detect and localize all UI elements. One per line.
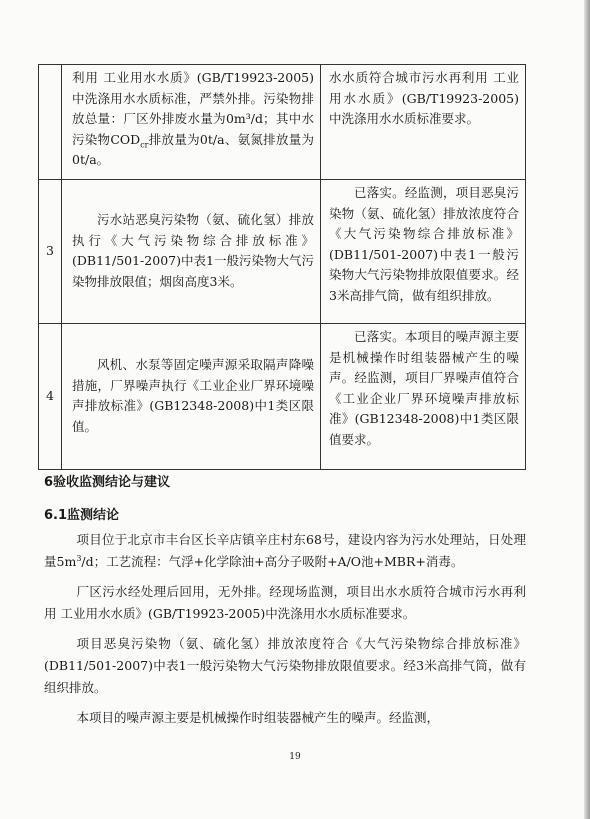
implementation-text: 已落实。本项目的噪声源主要是机械操作时组装器械产生的噪声。经监测，项目厂界噪声值符合《工业企业厂界环境噪声排放标准》(GB12348-2008)中1类区限值要求。: [329, 329, 519, 447]
implementation-cell: [321, 324, 526, 470]
conclusion-body: [44, 529, 526, 729]
implementation-text: 水水质符合城市污水再利用 工业用水水质》(GB/T19923-2005)中洗涤用水水质标准要求。: [329, 70, 519, 126]
page-edge-shadow: [584, 0, 590, 819]
cod-subscript: cr: [140, 140, 149, 149]
paragraph-text: 项目位于北京市丰台区长辛店镇辛庄村东68号，建设内容为污水处理站，日处理量5m: [44, 532, 526, 569]
requirement-cell: [62, 180, 321, 324]
table-row: [39, 180, 526, 324]
row-number: 4: [39, 324, 62, 470]
implementation-text: 已落实。经监测，项目恶臭污染物（氨、硫化氢）排放浓度符合《大气污染物综合排放标准》(DB11/501-2007)中表1一般污染物大气污染物排放限值要求。经3米高排气筒，做有组织排放。: [329, 185, 519, 303]
requirement-text: 风机、水泵等固定噪声源采取隔声降噪措施，厂界噪声执行《工业企业厂界环境噪声排放标准》(GB12348-2008)中1类区限值。: [72, 357, 314, 434]
section-title: 6验收监测结论与建议: [44, 475, 171, 490]
page-number: 19: [289, 752, 301, 762]
acceptance-table: [38, 64, 526, 470]
row-number: [39, 65, 62, 180]
implementation-cell: [321, 180, 526, 324]
requirement-text: 污水站恶臭污染物（氨、硫化氢）排放执行《大气污染物综合排放标准》(DB11/501-2007)中表1一般污染物大气污染物排放限值；烟囱高度3米。: [72, 212, 314, 289]
requirement-cell: [62, 324, 321, 470]
implementation-cell: [321, 65, 526, 180]
table-row: [39, 65, 526, 180]
paragraph: 厂区污水经处理后回用，无外排。经现场监测，项目出水水质符合城市污水再利用 工业用水水质》(GB/T19923-2005)中洗涤用水水质标准要求。: [44, 584, 526, 621]
row-number: 3: [39, 180, 62, 324]
requirement-cell: [62, 65, 321, 180]
requirement-text: 利用 工业用水水质》(GB/T19923-2005)中洗涤用水水质标准，严禁外排。污染物排放总量：厂区外排废水量为0m³/d；其中水污染物COD: [72, 70, 314, 147]
paragraph: [44, 529, 526, 573]
requirement-text-tail: 排放量为0t/a、氨氮排放量为0t/a。: [72, 131, 315, 167]
superscript: 3: [76, 553, 82, 563]
subsection-title: 6.1监测结论: [44, 508, 120, 523]
table-row: [39, 324, 526, 470]
paragraph-text: /d；工艺流程：气浮+化学除油+高分子吸附+A/O池+MBR+消毒。: [81, 554, 464, 569]
paragraph: 项目恶臭污染物（氨、硫化氢）排放浓度符合《大气污染物综合排放标准》(DB11/501-2007)中表1一般污染物大气污染物排放限值要求。经3米高排气筒，做有组织排放。: [44, 636, 526, 695]
paragraph: 本项目的噪声源主要是机械操作时组装器械产生的噪声。经监测，: [76, 710, 440, 725]
